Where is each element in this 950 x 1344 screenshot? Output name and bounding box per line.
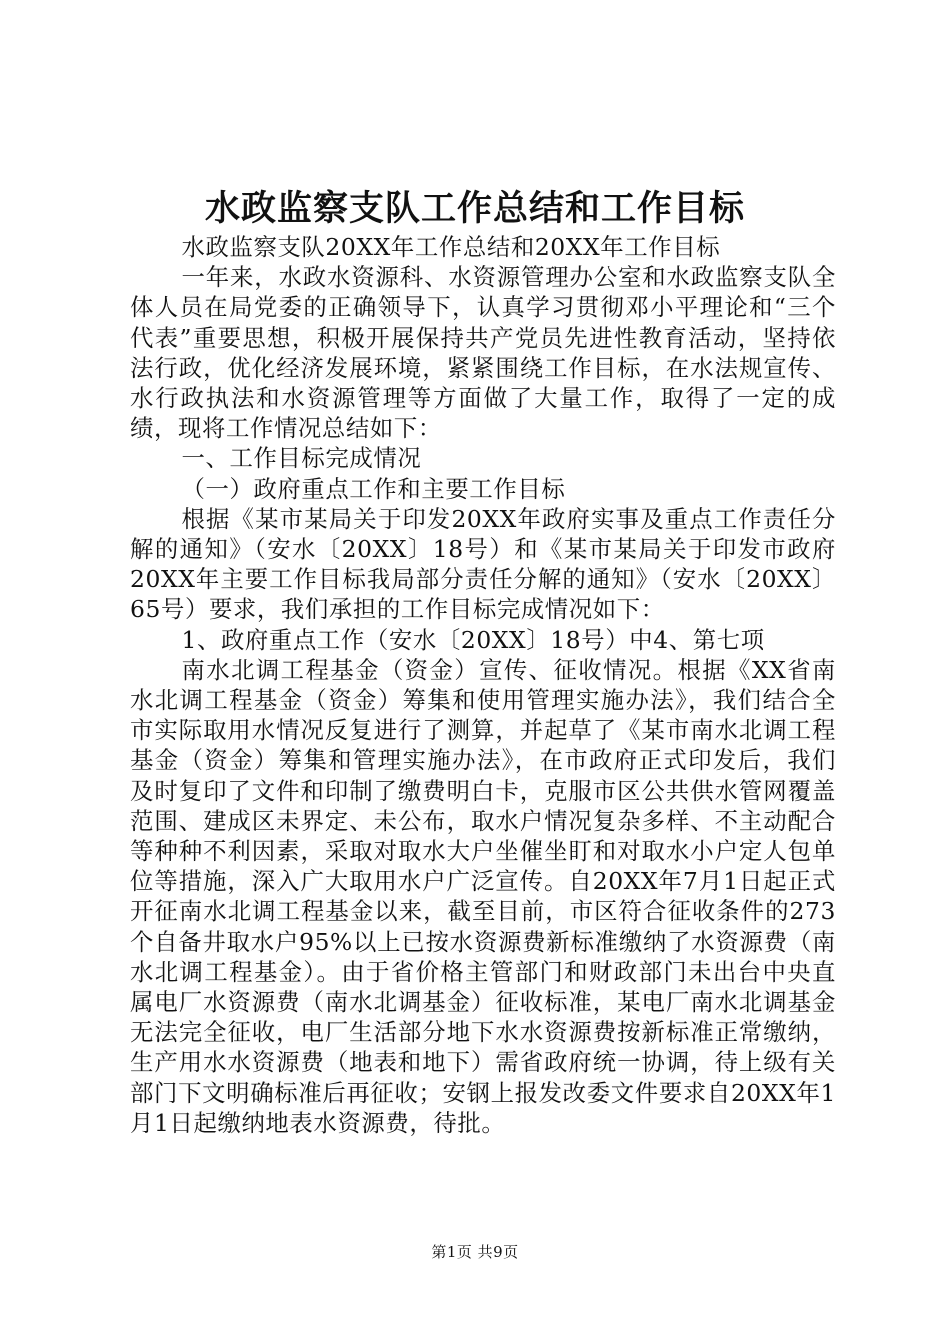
section-heading: 一、工作目标完成情况	[181, 444, 422, 473]
item-heading: 1、政府重点工作（安水〔20XX〕18号）中4、第七项	[181, 625, 765, 654]
document-title: 水政监察支队工作总结和工作目标	[204, 188, 745, 229]
intro-paragraph: 一年来，水政水资源科、水资源管理办公室和水政监察支队全体人员在局党委的正确领导下，认真学习贯彻邓小平理论和“三个代表”重要思想，积极开展保持共产党员先进性教育活动，坚持依法行政，优化经济发展环境，紧紧围绕工作目标，在水法规宣传、水行政执法和水资源管理等方面做了大量工作，取得了一定的成绩，现将工作情况总结如下：	[130, 263, 836, 443]
page-number-footer: 第1页 共9页	[431, 1243, 519, 1261]
subtitle-paragraph: 水政监察支队20XX年工作总结和20XX年工作目标	[181, 233, 721, 261]
basis-paragraph: 根据《某市某局关于印发20XX年政府实事及重点工作责任分解的通知》（安水〔20XX〕18号）和《某市某局关于印发市政府20XX年主要工作目标我局部分责任分解的通知》（安水〔20XX〕65号）要求，我们承担的工作目标完成情况如下：	[130, 504, 836, 624]
subsection-heading: （一）政府重点工作和主要工作目标	[181, 474, 566, 503]
document-body	[130, 232, 836, 1138]
detail-paragraph: 南水北调工程基金（资金）宣传、征收情况。根据《XX省南水北调工程基金（资金）筹集和使用管理实施办法》，我们结合全市实际取用水情况反复进行了测算，并起草了《某市南水北调工程基金（资金）筹集和管理实施办法》，在市政府正式印发后，我们及时复印了文件和印制了缴费明白卡，克服市区公共供水管网覆盖范围、建成区未界定、未公布，取水户情况复杂多样、不主动配合等种种不利因素，采取对取水大户坐催坐盯和对取水小户定人包单位等措施，深入广大取用水户广泛宣传。自20XX年7月1日起正式开征南水北调工程基金以来，截至目前，市区符合征收条件的273个自备井取水户95%以上已按水资源费新标准缴纳了水资源费（南水北调工程基金）。由于省价格主管部门和财政部门未出台中央直属电厂水资源费（南水北调基金）征收标准，某电厂南水北调基金无法完全征收，电厂生活部分地下水水资源费按新标准正常缴纳，生产用水水资源费（地表和地下）需省政府统一协调，待上级有关部门下文明确标准后再征收；安钢上报发改委文件要求自20XX年1月1日起缴纳地表水资源费，待批。	[130, 655, 836, 1137]
